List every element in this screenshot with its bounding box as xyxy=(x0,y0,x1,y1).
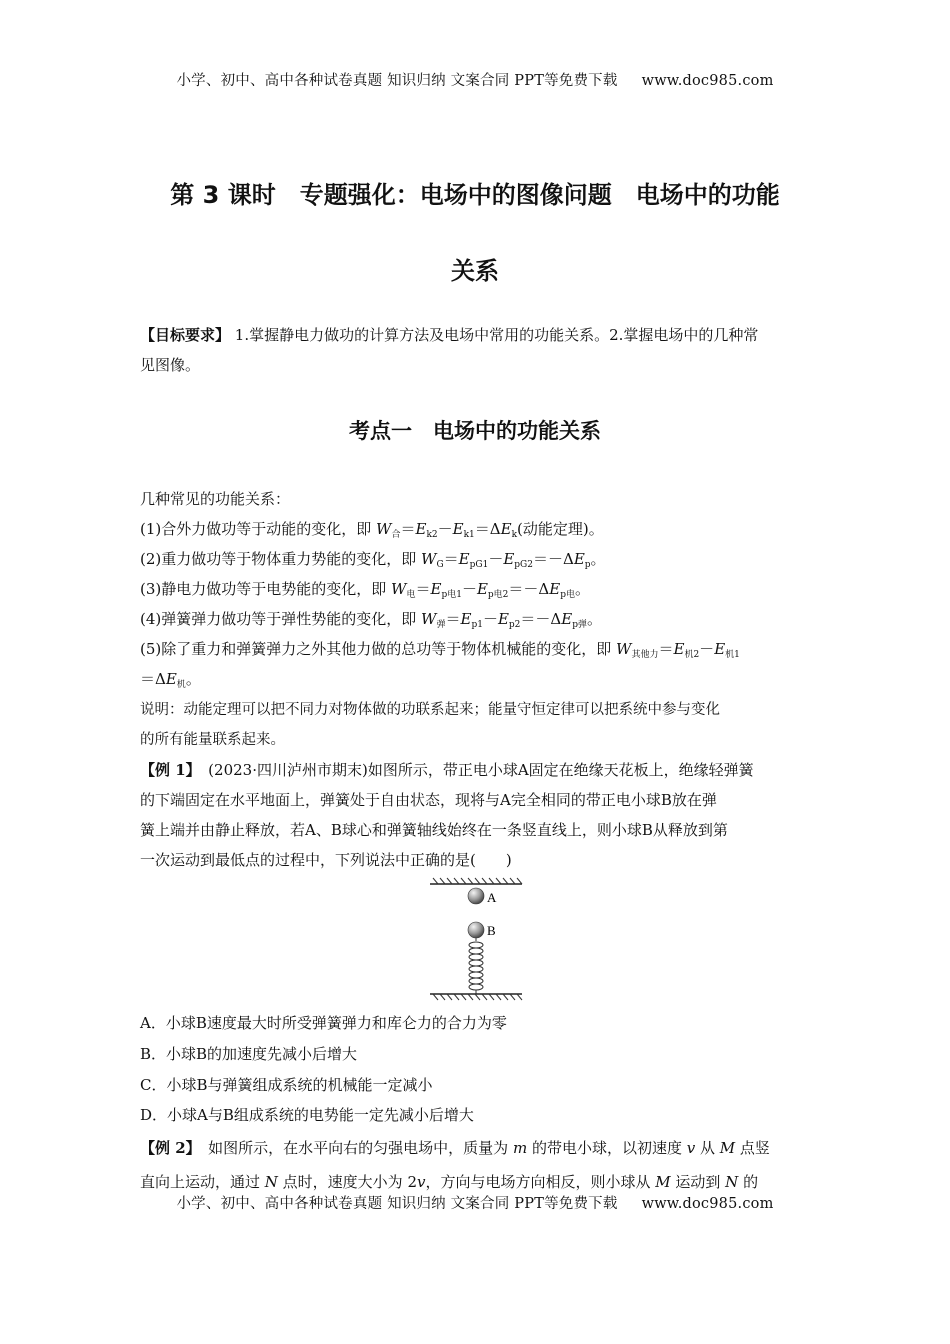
ceiling xyxy=(430,878,522,884)
option-d[interactable]: D．小球A与B组成系统的电势能一定先减小后增大 xyxy=(140,1106,474,1124)
goal-text2: 见图像。 xyxy=(140,356,201,374)
example2-label: 【例 2】 xyxy=(140,1139,194,1157)
note-line1: 说明：动能定理可以把不同力对物体做的功联系起来；能量守恒定律可以把系统中参与变化 xyxy=(140,702,720,718)
spring xyxy=(469,938,483,994)
option-b[interactable]: B．小球B的加速度先减小后增大 xyxy=(140,1045,358,1063)
relation-5: (5)除了重力和弹簧弹力之外其他力做的总功等于物体机械能的变化，即 $W_{其他力}=E_{机2}-E_{机1}$ xyxy=(140,640,740,660)
relation-5-cont: $=\Delta E_机$。 xyxy=(140,670,201,690)
example2-stem: 【例 2】 如图所示，在水平向右的匀强电场中，质量为 m 的带电小球，以初速度 v 从 M 点竖 直向上运动，通过 N 点时，速度大小为 2v，方向与电场方向相反，则小球从 M 运动到 N 的 xyxy=(140,1139,770,1191)
relation-2: (2)重力做功等于物体重力势能的变化，即 $W_G=E_{pG1}-E_{pG2}=-\Delta E_p$。 xyxy=(140,550,606,570)
goal-text1: 1.掌握静电力做功的计算方法及电场中常用的功能关系。2.掌握电场中的几种常 xyxy=(230,326,759,344)
ground xyxy=(430,994,522,1000)
example1-line3: 簧上端并由静止释放，若A、B球心和弹簧轴线始终在一条竖直线上，则小球B从释放到第 xyxy=(140,821,728,839)
goal-label: 【目标要求】 xyxy=(140,326,231,344)
page-title-line1: 第 3 课时 专题强化：电场中的图像问题 电场中的功能 xyxy=(170,181,780,209)
page-title-line2: 关系 xyxy=(451,257,499,285)
ball-b-label: B xyxy=(487,923,496,938)
relation-3: (3)静电力做功等于电势能的变化，即 $W_电=E_{p电1}-E_{p电2}=-\Delta E_{p电}$。 xyxy=(140,580,590,600)
footer-site[interactable]: www.doc985.com xyxy=(641,1196,774,1212)
header-site[interactable]: www.doc985.com xyxy=(641,73,774,89)
option-a[interactable]: A．小球B速度最大时所受弹簧弹力和库仑力的合力为零 xyxy=(140,1014,507,1032)
example1-stem xyxy=(140,755,812,875)
relations-intro: 几种常见的功能关系： xyxy=(140,490,291,508)
ball-b xyxy=(468,922,484,938)
option-c[interactable]: C．小球B与弹簧组成系统的机械能一定减小 xyxy=(140,1076,433,1094)
note-line2: 的所有能量联系起来。 xyxy=(140,732,285,748)
footer-text: 小学、初中、高中各种试卷真题 知识归纳 文案合同 PPT等免费下载 xyxy=(176,1196,618,1212)
page-footer xyxy=(0,1192,950,1213)
page-header xyxy=(0,69,950,90)
example1-line2: 的下端固定在水平地面上，弹簧处于自由状态，现将与A完全相同的带正电小球B放在弹 xyxy=(140,791,717,809)
example1-line1: (2023·四川泸州市期末)如图所示，带正电小球A固定在绝缘天花板上，绝缘轻弹簧 xyxy=(193,761,754,779)
ball-a-label: A xyxy=(487,890,497,905)
goal-block xyxy=(140,320,812,380)
relations-block xyxy=(140,484,812,694)
example1-line4: 一次运动到最低点的过程中，下列说法中正确的是( ) xyxy=(140,851,512,869)
relation-4: (4)弹簧弹力做功等于弹性势能的变化，即 $W_弹=E_{p1}-E_{p2}=-\Delta E_{p弹}$。 xyxy=(140,610,602,630)
note-block xyxy=(140,695,812,755)
relation-1: (1)合外力做功等于动能的变化，即 $W_合=E_{k2}-E_{k1}=\Delta E_k$(动能定理)。 xyxy=(140,520,604,540)
header-text: 小学、初中、高中各种试卷真题 知识归纳 文案合同 PPT等免费下载 xyxy=(176,73,618,89)
section-title: 考点一 电场中的功能关系 xyxy=(349,419,601,443)
example1-label: 【例 1】 xyxy=(140,761,194,779)
ball-a xyxy=(468,888,484,904)
spring-ball-figure xyxy=(425,875,535,1003)
